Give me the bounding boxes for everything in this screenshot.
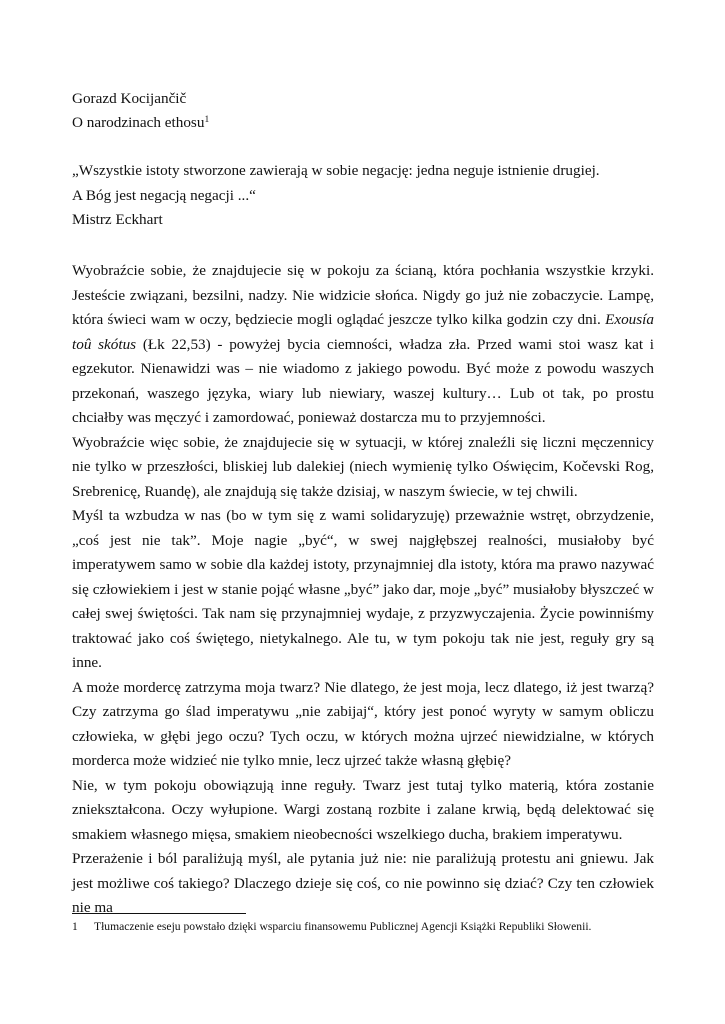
epigraph (72, 159, 662, 233)
footnote-reference[interactable]: 1 (204, 115, 210, 125)
author-name: Gorazd Kocijančič (72, 90, 187, 107)
footnote-separator (72, 913, 246, 914)
footnote (72, 920, 654, 934)
epigraph-line-2: A Bóg jest negacją negacji ...“ (72, 186, 256, 204)
epigraph-line-1: „Wszystkie istoty stworzone zawierają w sobie negację: jedna neguje istnienie drugiej. (72, 162, 600, 179)
paragraph-4: A może mordercę zatrzyma moja twarz? Nie dlatego, że jest moja, lecz dlatego, iż jest twarzą? Czy zatrzyma go ślad imperatywu „nie zabijaj“, który jest ponoć wyryty w samym obliczu człowieka, w głębi jego oczu? Tych oczu, w których można ujrzeć niewidzialne, w których morderca może widzieć nie tylko mnie, lecz ujrzeć także własną głębię? (72, 678, 654, 769)
epigraph-attribution: Mistrz Eckhart (72, 211, 163, 228)
paragraph-5: Nie, w tym pokoju obowiązują inne reguły. Twarz jest tutaj tylko materią, która zostanie zniekształcona. Oczy wyłupione. Wargi zostaną rozbite i zalane krwią, będą delektować się smakiem własnego mięsa, smakiem nieobecności wszelkiego ducha, brakiem imperatywu. (72, 776, 654, 843)
paragraph-3: Myśl ta wzbudza w nas (bo w tym się z wami solidaryzuję) przeważnie wstręt, obrzydzenie, „coś jest nie tak”. Moje nagie „być“, w swej najgłębszej realności, musiałoby być imperatywem samo w sobie dla każdej istoty, przynajmniej dla istoty, która ma prawo nazywać się człowiekiem i jest w stanie pojąć własne „być” jako dar, moje „być” musiałoby błyszczeć w całej swej świętości. Tak nam się przynajmniej wydaje, z przyzwyczajenia. Życie powinniśmy traktować jako coś świętego, nietykalnego. Ale tu, w tym pokoju tak nie jest, reguły gry są inne. (72, 507, 654, 671)
paragraph-2: Wyobraźcie więc sobie, że znajdujecie się w sytuacji, w której znaleźli się liczni męczennicy nie tylko w przeszłości, bliskiej lub dalekiej (niech wymienię tylko Oświęcim, Kočevski Rog, Srebrenicę, Ruandę), ale znajdują się także dzisiaj, w naszym świecie, w tej chwili. (72, 433, 654, 500)
essay-body (72, 259, 654, 921)
paragraph-1 (72, 259, 654, 431)
document-header (72, 87, 662, 135)
essay-title-text: O narodzinach ethosu (72, 114, 205, 131)
footnote-text: Tłumaczenie eseju powstało dzięki wsparciu finansowemu Publicznej Agencji Książki Republiki Słowenii. (94, 920, 592, 933)
footnote-number: 1 (72, 920, 78, 933)
paragraph-6: Przerażenie i ból paraliżują myśl, ale pytania już nie: nie paraliżują protestu ani gniewu. Jak jest możliwe coś takiego? Dlaczego dzieje się coś, co nie powinno się dziać? Czy ten człowiek nie ma (72, 850, 654, 916)
greek-quote: Exousía toû skótus (72, 311, 654, 353)
essay-title (72, 111, 662, 135)
paragraph-1-part-b: (Łk 22,53) - powyżej bycia ciemności, władza zła. Przed wami stoi wasz kat i egzekutor. Nienawidzi was – nie wiadomo z jakiego powodu. Być może z powodu waszych przekonań, waszego języka, wiary lub niewiary, waszej kultury… Lub ot tak, po prostu chciałby was męczyć i zamordować, ponieważ dostarcza mu to przyjemności. (72, 335, 654, 426)
paragraph-1-part-a: Wyobraźcie sobie, że znajdujecie się w pokoju za ścianą, która pochłania wszystkie krzyki. Jesteście związani, bezsilni, nadzy. Nie widzicie słońca. Nigdy go już nie zobaczycie. Lampę, która świeci wam w oczy, będziecie mogli oglądać jeszcze tylko kilka godzin czy dni. (72, 262, 654, 328)
